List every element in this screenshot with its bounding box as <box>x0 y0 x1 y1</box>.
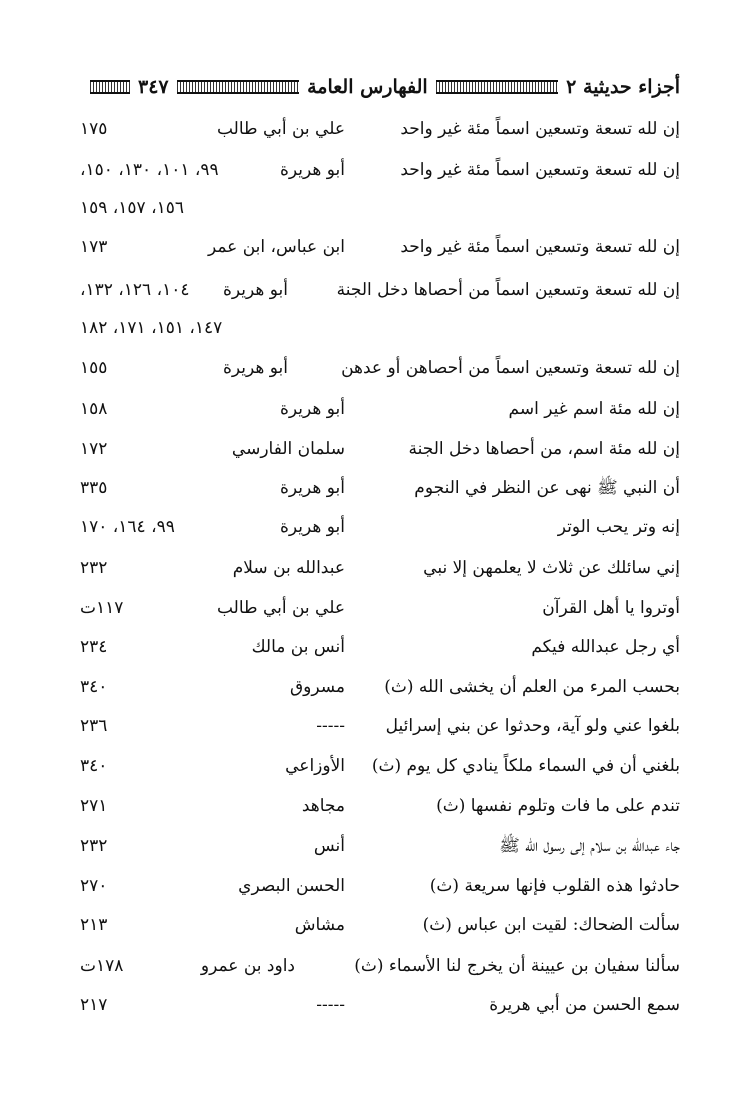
narrator-name: أنس بن مالك <box>251 637 345 657</box>
hadith-text: سمع الحسن من أبي هريرة <box>489 995 680 1015</box>
page-references: ٩٩، ١٠١، ١٣٠، ١٥٠، <box>80 160 219 180</box>
header-rule <box>177 80 299 94</box>
hadith-text: إن لله تسعة وتسعين اسماً من أحصاهن أو عدهن <box>341 358 680 378</box>
narrator-name: مشاش <box>294 915 345 935</box>
narrator-name: سلمان الفارسي <box>231 439 345 459</box>
page-references: ٩٩، ١٦٤، ١٧٠ <box>80 517 175 537</box>
page-references: ٣٣٥ <box>80 478 108 498</box>
narrator-name: أبو هريرة <box>222 358 288 378</box>
book-title: أجزاء حديثية ٢ <box>566 76 680 98</box>
narrator-name: ابن عباس، ابن عمر <box>207 237 345 257</box>
page-references-continued: ١٤٧، ١٥١، ١٧١، ١٨٢ <box>80 318 223 338</box>
hadith-text: إن لله تسعة وتسعين اسماً مئة غير واحد <box>400 160 680 180</box>
page-references: ١٧٨ت <box>80 956 124 976</box>
narrator-name: داود بن عمرو <box>200 956 295 976</box>
narrator-name: أبو هريرة <box>279 399 345 419</box>
page-references: ٢٣٦ <box>80 716 108 736</box>
page-references: ٢١٧ <box>80 995 108 1015</box>
header-rule <box>90 80 130 94</box>
running-header <box>90 70 680 104</box>
narrator-name: ----- <box>316 716 345 736</box>
page-references: ٢٧٠ <box>80 876 108 896</box>
hadith-text: سألت الضحاك: لقيت ابن عباس (ث) <box>422 915 680 935</box>
narrator-name: أنس <box>313 836 345 856</box>
page-references: ٢٣٤ <box>80 637 108 657</box>
hadith-text: أي رجل عبدالله فيكم <box>531 637 680 657</box>
page-references: ٣٤٠ <box>80 677 108 697</box>
hadith-text: تندم على ما فات وتلوم نفسها (ث) <box>436 796 680 816</box>
narrator-name: مجاهد <box>301 796 345 816</box>
page-references: ٢٣٢ <box>80 836 108 856</box>
hadith-text: إني سائلك عن ثلاث لا يعلمهن إلا نبي <box>423 558 680 578</box>
page-references: ١٧٥ <box>80 119 108 139</box>
narrator-name: عبدالله بن سلام <box>232 558 345 578</box>
hadith-text: سألنا سفيان بن عيينة أن يخرج لنا الأسماء (ث) <box>354 956 680 976</box>
hadith-text: إن لله مئة اسم، من أحصاها دخل الجنة <box>408 439 680 459</box>
page-references-continued: ١٥٦، ١٥٧، ١٥٩ <box>80 198 184 218</box>
page-number: ٣٤٧ <box>138 76 169 98</box>
page-references: ١١٧ت <box>80 598 124 618</box>
page-references: ٣٤٠ <box>80 756 108 776</box>
hadith-text: بلغني أن في السماء ملكاً ينادي كل يوم (ث) <box>371 756 680 776</box>
page-references: ٢٧١ <box>80 796 108 816</box>
hadith-text: بحسب المرء من العلم أن يخشى الله (ث) <box>384 677 680 697</box>
hadith-text: حادثوا هذه القلوب فإنها سريعة (ث) <box>429 876 680 896</box>
narrator-name: الحسن البصري <box>238 876 345 896</box>
hadith-text: جاء عبدالله بن سلام إلى رسول الله ﷺ <box>499 836 680 856</box>
page-references: ١٠٤، ١٢٦، ١٣٢، <box>80 280 190 300</box>
narrator-name: مسروق <box>289 677 345 697</box>
narrator-name: علي بن أبي طالب <box>216 598 345 618</box>
page-references: ١٧٣ <box>80 237 108 257</box>
hadith-text: أوتروا يا أهل القرآن <box>542 598 680 618</box>
narrator-name: علي بن أبي طالب <box>216 119 345 139</box>
hadith-text: إن لله تسعة وتسعين اسماً مئة غير واحد <box>400 237 680 257</box>
section-title: الفهارس العامة <box>307 76 428 98</box>
narrator-name: أبو هريرة <box>279 478 345 498</box>
narrator-name: أبو هريرة <box>222 280 288 300</box>
hadith-text: إن لله تسعة وتسعين اسماً من أحصاها دخل الجنة <box>336 280 680 300</box>
narrator-name: أبو هريرة <box>279 517 345 537</box>
page-references: ١٥٥ <box>80 358 108 378</box>
page-references: ٢٣٢ <box>80 558 108 578</box>
page-references: ١٧٢ <box>80 439 108 459</box>
hadith-text: بلغوا عني ولو آية، وحدثوا عن بني إسرائيل <box>385 716 680 736</box>
page-references: ٢١٣ <box>80 915 108 935</box>
page-references: ١٥٨ <box>80 399 108 419</box>
narrator-name: ----- <box>316 995 345 1015</box>
narrator-name: أبو هريرة <box>279 160 345 180</box>
hadith-text: أن النبي ﷺ نهى عن النظر في النجوم <box>414 478 680 498</box>
hadith-text: إن لله تسعة وتسعين اسماً مئة غير واحد <box>400 119 680 139</box>
hadith-text: إنه وتر يحب الوتر <box>557 517 680 537</box>
hadith-text: إن لله مئة اسم غير اسم <box>508 399 680 419</box>
header-rule <box>436 80 558 94</box>
narrator-name: الأوزاعي <box>285 756 345 776</box>
